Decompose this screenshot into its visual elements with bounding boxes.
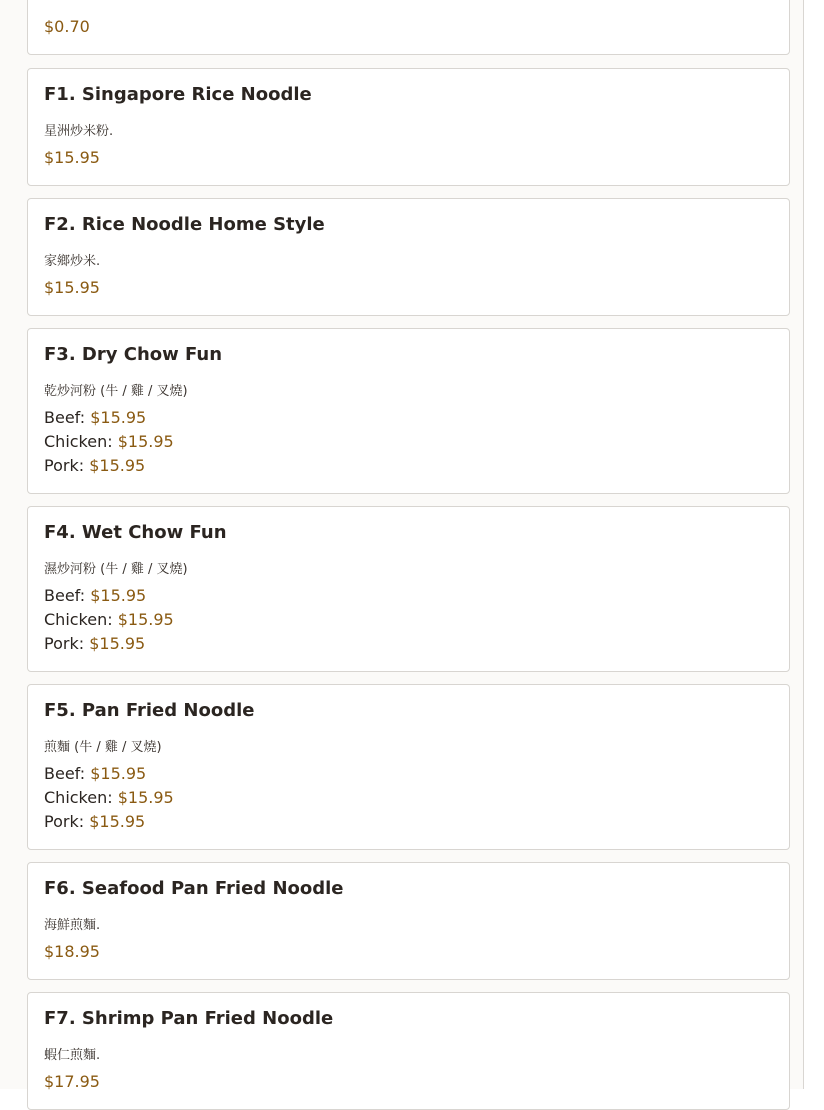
- option-label: Pork:: [44, 634, 85, 653]
- item-description: 蝦仁煎麵.: [44, 1048, 101, 1063]
- item-description: 家鄉炒米.: [44, 254, 101, 269]
- option-label: Beef:: [44, 586, 86, 605]
- price-option: [44, 408, 146, 427]
- item-description: 煎麵 (牛 / 雞 / 叉燒): [44, 740, 162, 755]
- item-description: 海鮮煎麵.: [44, 918, 101, 933]
- item-description: 星洲炒米粉.: [44, 124, 114, 139]
- option-price: $15.95: [89, 456, 146, 475]
- option-price: $15.95: [90, 586, 147, 605]
- option-label: Beef:: [44, 408, 86, 427]
- item-price: $17.95: [44, 1072, 100, 1091]
- option-price: $15.95: [90, 764, 147, 783]
- price-option: [44, 764, 146, 783]
- menu-item-card[interactable]: [27, 992, 790, 1110]
- item-price: $0.70: [44, 17, 90, 36]
- option-label: Beef:: [44, 764, 86, 783]
- item-title: F1. Singapore Rice Noodle: [44, 84, 312, 105]
- menu-item-card[interactable]: [27, 862, 790, 980]
- item-description: 乾炒河粉 (牛 / 雞 / 叉燒): [44, 384, 188, 399]
- item-title: F2. Rice Noodle Home Style: [44, 214, 325, 235]
- item-title: F6. Seafood Pan Fried Noodle: [44, 878, 344, 899]
- item-title: F4. Wet Chow Fun: [44, 522, 227, 543]
- menu-item-card[interactable]: [27, 328, 790, 494]
- option-label: Chicken:: [44, 788, 113, 807]
- item-price: $15.95: [44, 278, 100, 297]
- option-label: Pork:: [44, 812, 85, 831]
- item-description: 濕炒河粉 (牛 / 雞 / 叉燒): [44, 562, 188, 577]
- item-price: $15.95: [44, 148, 100, 167]
- option-label: Chicken:: [44, 610, 113, 629]
- option-price: $15.95: [90, 408, 147, 427]
- price-option: [44, 634, 145, 653]
- option-price: $15.95: [117, 610, 174, 629]
- price-option: [44, 456, 145, 475]
- item-price: $18.95: [44, 942, 100, 961]
- option-price: $15.95: [89, 634, 146, 653]
- menu-item-card[interactable]: [27, 198, 790, 316]
- item-title: F7. Shrimp Pan Fried Noodle: [44, 1008, 334, 1029]
- price-option: [44, 586, 146, 605]
- menu-item-card[interactable]: [27, 684, 790, 850]
- item-title: F5. Pan Fried Noodle: [44, 700, 255, 721]
- price-option: [44, 788, 174, 807]
- option-price: $15.95: [89, 812, 146, 831]
- item-title: F3. Dry Chow Fun: [44, 344, 223, 365]
- price-option: [44, 610, 174, 629]
- menu-item-card[interactable]: [27, 0, 790, 55]
- menu-item-card[interactable]: [27, 506, 790, 672]
- price-option: [44, 812, 145, 831]
- option-label: Chicken:: [44, 432, 113, 451]
- option-label: Pork:: [44, 456, 85, 475]
- price-option: [44, 432, 174, 451]
- option-price: $15.95: [117, 432, 174, 451]
- menu-item-card[interactable]: [27, 68, 790, 186]
- option-price: $15.95: [117, 788, 174, 807]
